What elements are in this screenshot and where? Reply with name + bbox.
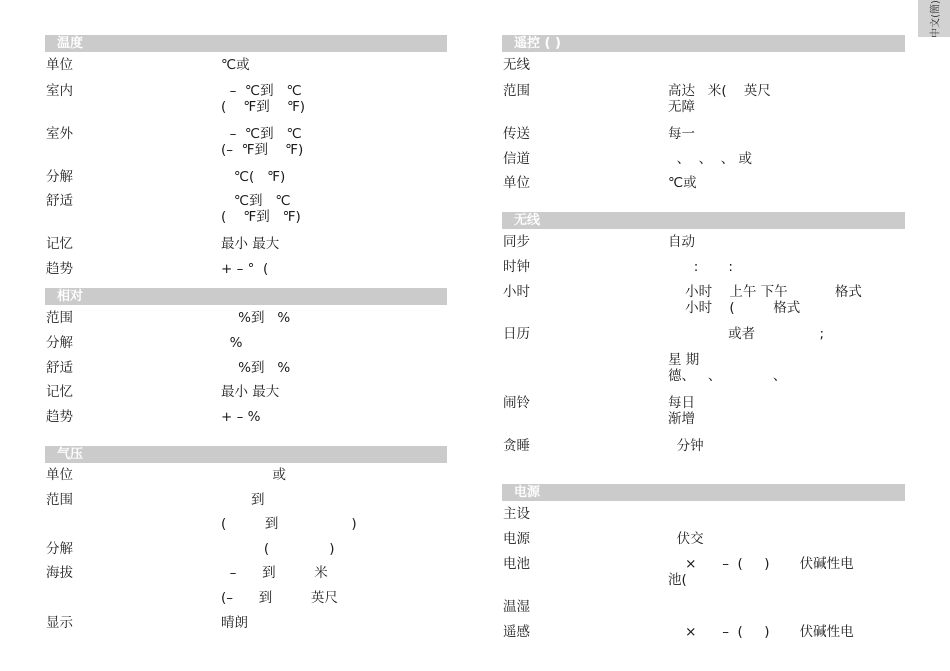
spec-label: 主设 (503, 506, 530, 522)
power-section (502, 501, 905, 651)
spec-label: 时钟 (503, 259, 530, 275)
spec-label: 电源 (503, 531, 530, 547)
spec-value: ℃到 ℃ ( ℉到 ℉) (221, 193, 301, 225)
spec-label: 单位 (46, 57, 73, 73)
spec-value: – ℃到 ℃ ( ℉到 ℉) (221, 83, 306, 115)
spec-value: 星 期 德、 、 、 (668, 352, 787, 384)
spec-label: 记忆 (46, 384, 73, 400)
section-header-temperature: 温度 (45, 35, 447, 52)
spec-value: 高达 米( 英尺 无障 (668, 83, 771, 115)
section-header-pressure: 气压 (45, 446, 447, 463)
spec-value: ℃或 (221, 57, 250, 73)
section-header-humidity: 相对 (45, 288, 447, 305)
spec-value: %到 % (221, 310, 291, 326)
spec-label: 分解 (46, 169, 73, 185)
spec-value: 最小 最大 (221, 236, 280, 252)
humidity-section (45, 305, 447, 446)
spec-label: 传送 (503, 126, 530, 142)
spec-label: 范围 (46, 492, 73, 508)
spec-value: % (221, 335, 243, 351)
spec-label: 舒适 (46, 193, 73, 209)
spec-value: × – ( ) 伏碱性电 池( (668, 556, 854, 588)
spec-value: %到 % (221, 360, 291, 376)
spec-label: 小时 (503, 284, 530, 300)
spec-label: 分解 (46, 335, 73, 351)
spec-label: 舒适 (46, 360, 73, 376)
left-column (45, 35, 447, 643)
spec-value: : : (668, 259, 733, 275)
spec-value: 、 、 、 或 (668, 151, 753, 167)
spec-value: ( 到 ) (221, 516, 357, 532)
spec-label: 电池 (503, 556, 530, 572)
spec-value: 小时 上午 下午 格式 小时 ( 格式 (685, 284, 862, 316)
section-header-remote: 遥控 ( ) (502, 35, 905, 52)
spec-label: 室内 (46, 83, 73, 99)
pressure-section (45, 463, 447, 643)
spec-label: 日历 (503, 326, 530, 342)
spec-label: 分解 (46, 541, 73, 557)
spec-label: 信道 (503, 151, 530, 167)
remote-section (502, 52, 905, 212)
spec-value: (– 到 英尺 (221, 590, 338, 606)
wireless-section (502, 229, 905, 484)
spec-value: – 到 米 (221, 565, 328, 581)
spec-value: + – ° ( (221, 261, 269, 277)
spec-value: ( ) (221, 541, 335, 557)
spec-value: 每一 (668, 126, 695, 142)
section-header-wireless: 无线 (502, 212, 905, 229)
spec-label: 遥感 (503, 624, 530, 640)
section-header-power: 电源 (502, 484, 905, 501)
spec-label: 温湿 (503, 599, 530, 615)
spec-label: 无线 (503, 57, 530, 73)
spec-label: 贪睡 (503, 438, 530, 454)
spec-value: 自动 (668, 234, 695, 250)
spec-value: 到 (221, 492, 265, 508)
spec-value: 晴朗 (221, 615, 248, 631)
spec-value: ℃或 (668, 175, 697, 191)
spec-value: 伏交 (668, 531, 704, 547)
spec-label: 单位 (46, 467, 73, 483)
spec-value: 分钟 (668, 438, 704, 454)
right-column (502, 35, 905, 651)
spec-label: 海拔 (46, 565, 73, 581)
spec-label: 趋势 (46, 261, 73, 277)
spec-value: 每日 渐增 (668, 395, 695, 427)
spec-label: 范围 (503, 83, 530, 99)
spec-label: 同步 (503, 234, 530, 250)
temperature-section (45, 52, 447, 288)
spec-value: – ℃到 ℃ (– ℉到 ℉) (221, 126, 304, 158)
spec-label: 趋势 (46, 409, 73, 425)
spec-label: 记忆 (46, 236, 73, 252)
spec-label: 室外 (46, 126, 73, 142)
spec-value: ℃( ℉) (221, 169, 286, 185)
spec-label: 闹铃 (503, 395, 530, 411)
spec-label: 单位 (503, 175, 530, 191)
spec-label: 显示 (46, 615, 73, 631)
spec-value: 或 (221, 467, 286, 483)
spec-value: 最小 最大 (221, 384, 280, 400)
spec-value: 或者 ; (668, 326, 824, 342)
language-tab[interactable] (918, 0, 950, 37)
spec-value: × – ( ) 伏碱性电 (668, 624, 854, 640)
spec-value: + – % (221, 409, 261, 425)
language-tab-label: 中文(簡) (930, 0, 942, 38)
spec-label: 范围 (46, 310, 73, 326)
